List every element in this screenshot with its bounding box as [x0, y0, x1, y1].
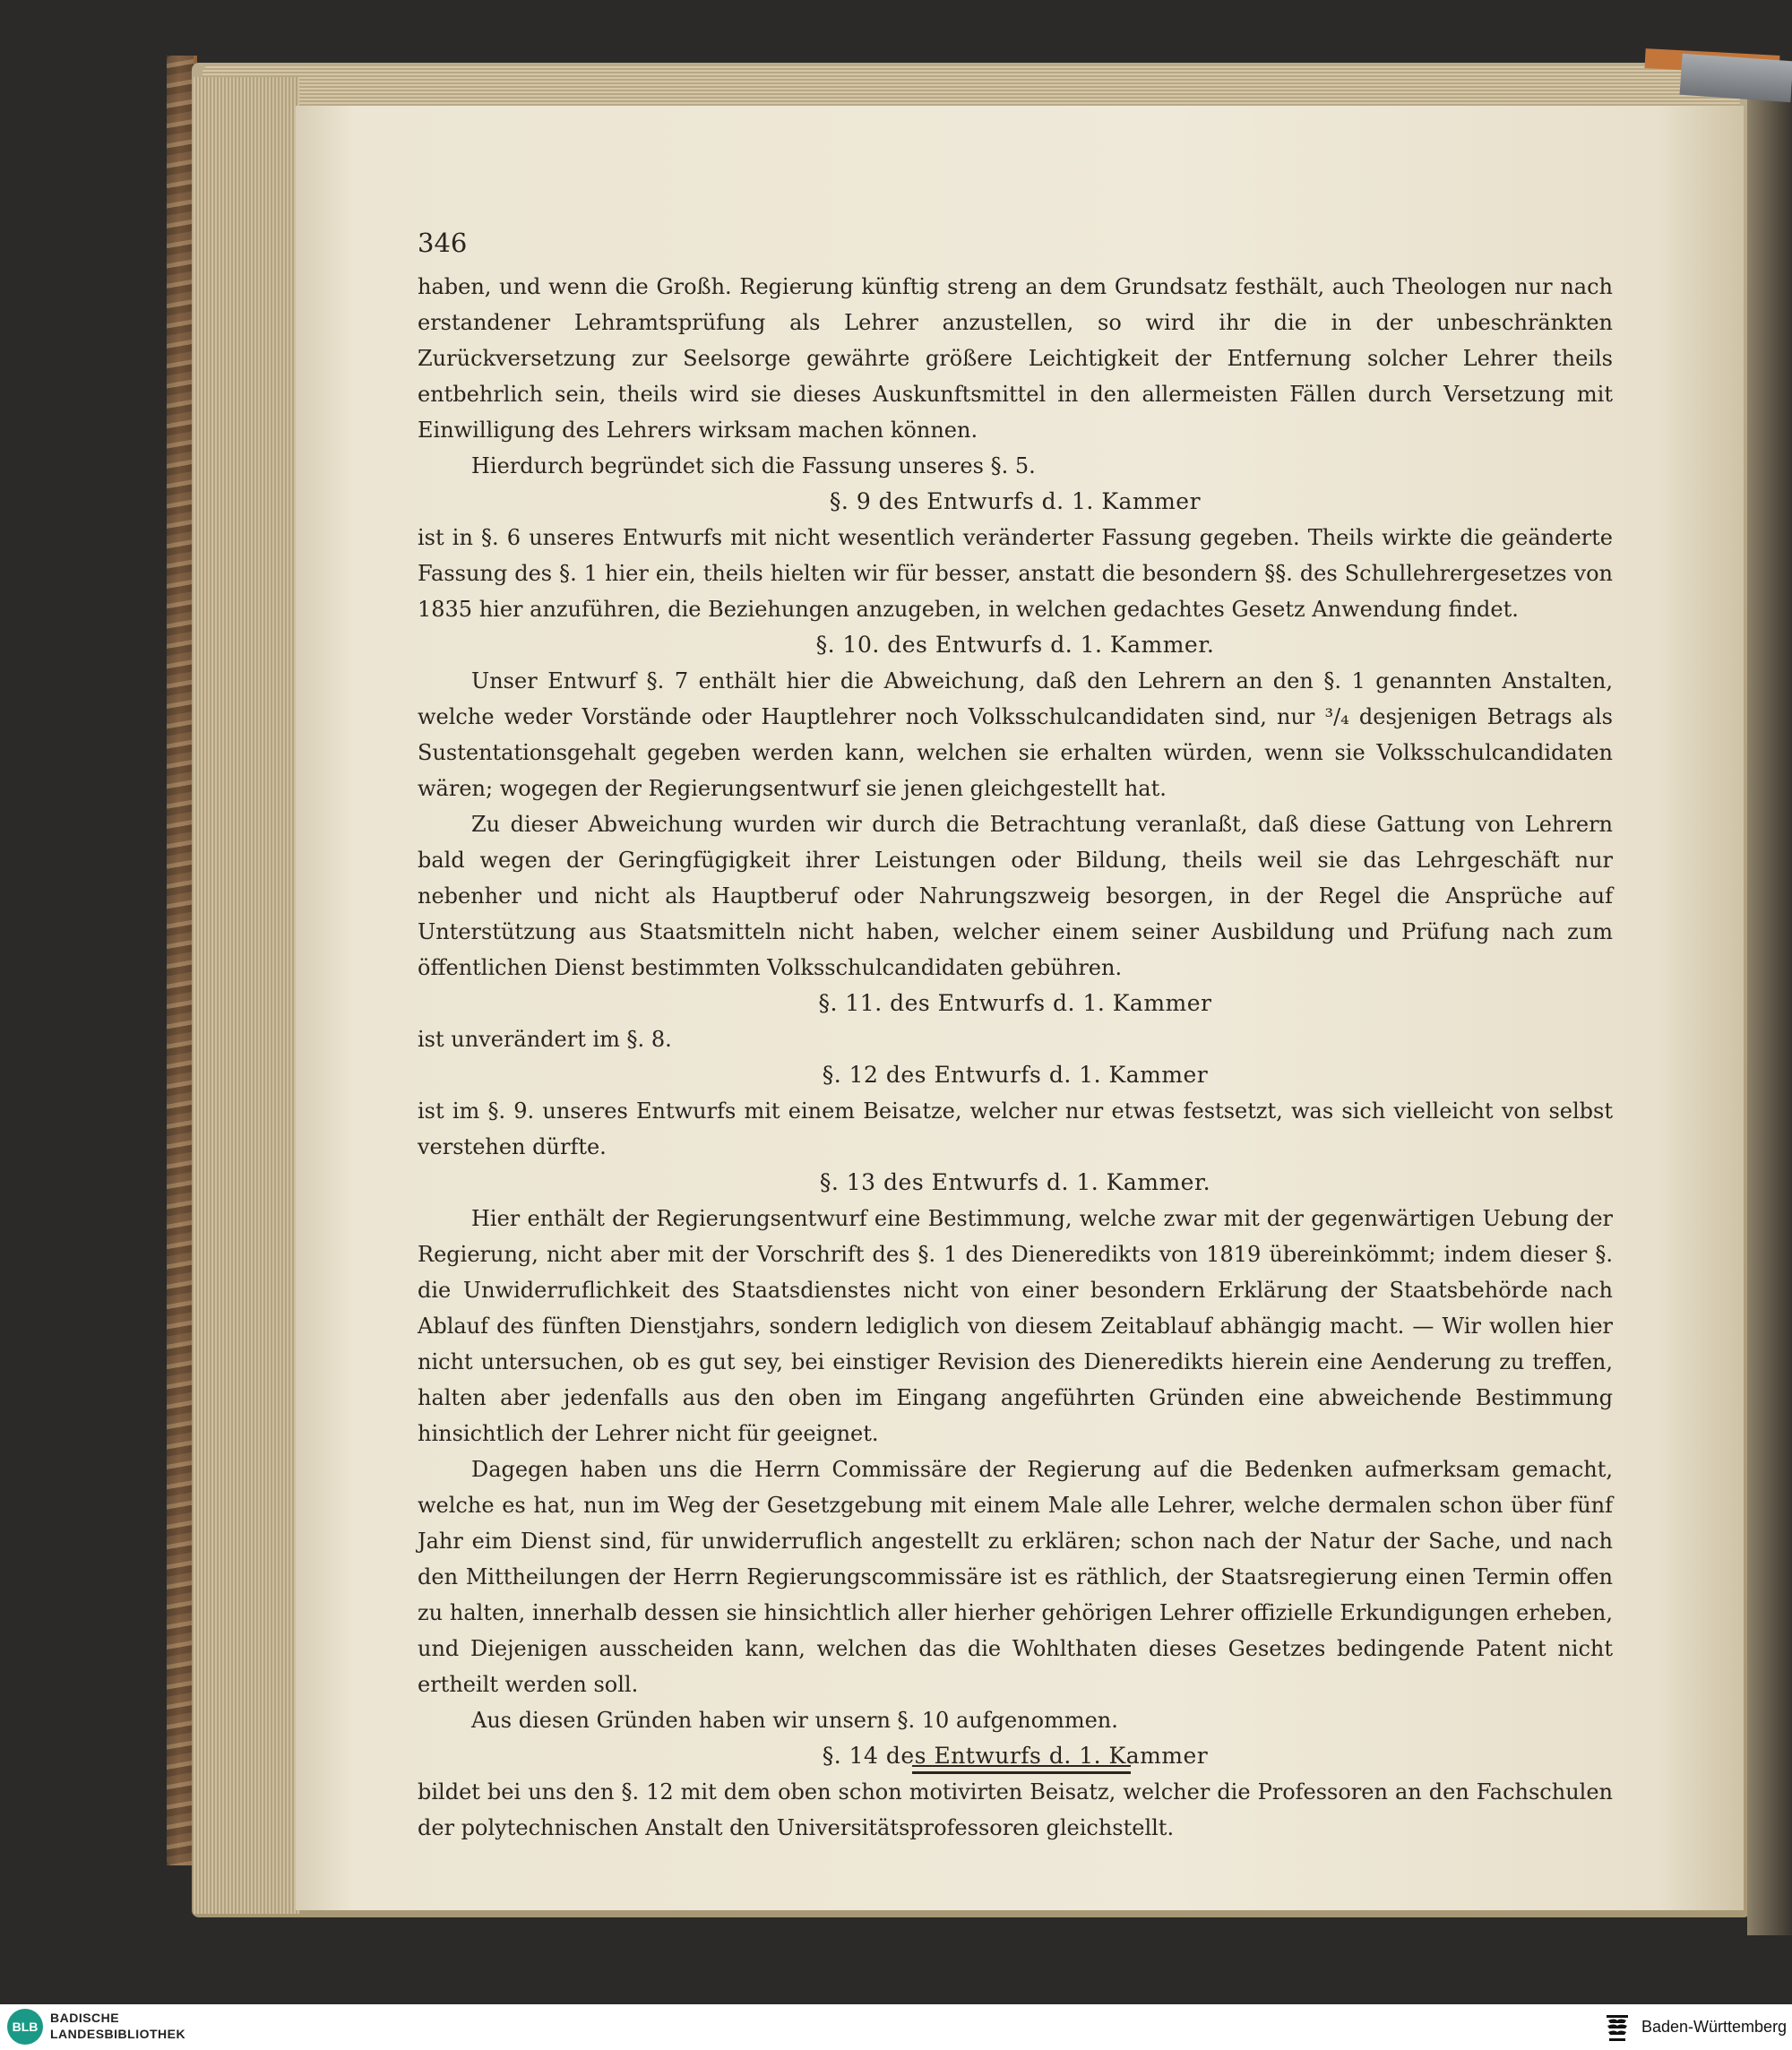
section-heading: §. 10. des Entwurfs d. 1. Kammer. [815, 632, 1215, 658]
marbled-cover [167, 56, 194, 1865]
paragraph: Unser Entwurf §. 7 enthält hier die Abweichung, daß den Lehrern an den §. 1 genannten Anstalten, welche weder Vorstände oder Hauptlehrer noch Volksschulcandidaten sind, nur ³/₄ desjenigen Betrags als Sustentationsgehalt gegeben werden kann, welchen sie erhalten würden, wenn sie Volksschulcandidaten wären; wogegen der Regierungsentwurf sie jenen gleichgestellt hat. [418, 668, 1613, 801]
paragraph: ist im §. 9. unseres Entwurfs mit einem Beisatze, welcher nur etwas festsetzt, was sich vielleicht von selbst verstehen dürfte. [418, 1098, 1613, 1159]
section-heading: §. 14 des Entwurfs d. 1. Kammer [822, 1743, 1209, 1769]
gutter-shadow [1747, 90, 1792, 1935]
section-heading: §. 12 des Entwurfs d. 1. Kammer [822, 1062, 1209, 1088]
page-text [418, 269, 1613, 1846]
library-name-line2: LANDESBIBLIOTHEK [50, 2027, 186, 2041]
paragraph: haben, und wenn die Großh. Regierung künftig streng an dem Grundsatz festhält, auch Theologen nur nach erstandener Lehramtsprüfung als Lehrer anzustellen, so wird ihr die in der unbeschränkten Zurückversetzung zur Seelsorge gewährte größere Leichtigkeit der Entfernung solcher Lehrer theils entbehrlich sein, theils wird sie dieses Auskunftsmittel in den allermeisten Fällen durch Versetzung mit Einwilligung des Lehrers wirksam machen können. [418, 274, 1613, 443]
paragraph: Zu dieser Abweichung wurden wir durch die Betrachtung veranlaßt, daß diese Gattung von Lehrern bald wegen der Geringfügigkeit ihrer Leistungen oder Bildung, theils weil sie das Lehrgeschäft nur nebenher und nicht als Hauptberuf oder Nahrungszweig besorgen, in der Regel die Ansprüche auf Unterstützung aus Staatsmitteln nicht haben, welcher einem seiner Ausbildung und Prüfung nach zum öffentlichen Dienst bestimmten Volksschulcandidaten gebühren. [418, 812, 1613, 980]
paragraph: bildet bei uns den §. 12 mit dem oben schon motivirten Beisatz, welcher die Professoren an den Fachschulen der polytechnischen Anstalt den Universitätsprofessoren gleichstellt. [418, 1779, 1613, 1840]
paragraph: Dagegen haben uns die Herrn Commissäre der Regierung auf die Bedenken aufmerksam gemacht, welche es hat, nun im Weg der Gesetzgebung mit einem Male alle Lehrer, welche dermalen schon über fünf Jahr eim Dienst sind, für unwiderruflich angestellt zu erklären; schon nach der Natur der Sache, und nach den Mittheilungen der Herrn Regierungscommissäre ist es räthlich, der Staatsregierung einen Termin offen zu halten, innerhalb dessen sie hinsichtlich aller hierher gehörigen Lehrer offizielle Erkundigungen erheben, und Diejenigen ausscheiden kann, welchen das die Wohlthaten dieses Gesetzes bedingende Patent nicht ertheilt werden soll. [418, 1457, 1613, 1697]
paragraph: ist unverändert im §. 8. [418, 1027, 672, 1052]
paragraph: ist in §. 6 unseres Entwurfs mit nicht wesentlich veränderter Fassung gegeben. Theils wirkte die geänderte Fassung des §. 1 hier ein, theils hielten wir für besser, anstatt die besondern §§. des Schullehrergesetzes von 1835 hier anzuführen, die Beziehungen anzugeben, in welchen gedachtes Gesetz Anwendung findet. [418, 525, 1613, 622]
page-clip [1680, 54, 1792, 103]
library-name-line1: BADISCHE [50, 2011, 120, 2025]
paragraph: Aus diesen Gründen haben wir unsern §. 10 aufgenommen. [471, 1708, 1118, 1733]
blb-logo-icon[interactable]: BLB [7, 2009, 43, 2045]
page-number: 346 [418, 228, 468, 258]
section-heading: §. 11. des Entwurfs d. 1. Kammer [818, 990, 1212, 1016]
library-name[interactable] [50, 2010, 185, 2042]
coat-of-arms-icon[interactable] [1604, 2010, 1631, 2046]
page-fore-edges [194, 77, 299, 1914]
paragraph: Hierdurch begründet sich die Fassung unseres §. 5. [471, 453, 1036, 478]
section-heading: §. 9 des Entwurfs d. 1. Kammer [829, 488, 1202, 514]
state-name[interactable]: Baden-Württemberg [1641, 2018, 1788, 2036]
page-top-edges [202, 66, 1740, 108]
end-rule [912, 1765, 1131, 1774]
viewer-footer [0, 2004, 1792, 2050]
section-heading: §. 13 des Entwurfs d. 1. Kammer. [819, 1169, 1211, 1195]
paragraph: Hier enthält der Regierungsentwurf eine Bestimmung, welche zwar mit der gegenwärtigen Uebung der Regierung, nicht aber mit der Vorschrift des §. 1 des Dieneredikts von 1819 übereinkömmt; indem dieser §. die Unwiderruflichkeit des Staatsdienstes nicht von einer besondern Erklärung der Staatsbehörde nach Ablauf des fünften Dienstjahrs, sondern lediglich von diesem Zeitablauf abhängig macht. — Wir wollen hier nicht untersuchen, ob es gut sey, bei einstiger Revision des Dieneredikts hierein eine Aenderung zu treffen, halten aber jedenfalls aus den oben im Eingang angeführten Gründen eine abweichende Bestimmung hinsichtlich der Lehrer nicht für geeignet. [418, 1206, 1613, 1446]
